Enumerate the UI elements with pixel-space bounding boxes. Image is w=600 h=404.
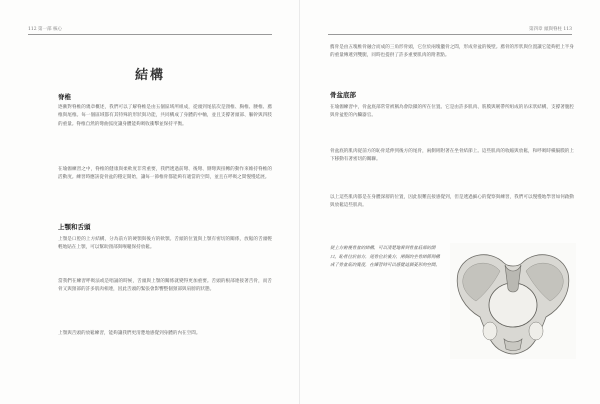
chapter-title: 結構 xyxy=(134,68,165,83)
figure-caption: 從上方俯視骨盆的結構，可以清楚地看到骨盆底部的開口。恥骨位於前方，尾骨位於後方，兩側的坐骨結節則構成了骨盆底的寬度，在練習時可以感覺這個菱形的空間。 xyxy=(330,246,440,269)
pelvic-paragraph-3: 以上這些肌肉都是在身體深層的位置，因此很難直接感覺到，但是透過細心的覺察與練習，我們可以慢慢地學習如何啟動與放鬆這些肌肉。 xyxy=(330,195,574,209)
right-obturator-foramen xyxy=(529,322,543,340)
section-heading-spine: 脊椎 xyxy=(58,93,71,101)
pelvic-paragraph-2: 骨盆底的肌肉從前方的恥骨延伸到後方的尾骨，兩側則附著在坐骨結節上。這些肌肉的收縮與放鬆，和呼吸時橫膈膜的上下移動有著密切的關聯。 xyxy=(330,149,574,163)
right-running-header: 第四章 頭與脊柱 113 xyxy=(529,27,572,32)
palate-paragraph-3: 上顎與舌頭的放鬆練習，能夠讓我們更清楚地感覺到身體的內在空間。 xyxy=(58,331,201,336)
left-running-header: 112 第一部 核心 xyxy=(28,27,62,32)
left-header-rule xyxy=(28,34,272,35)
palate-paragraph-2: 當我們在練習呼吸法或是唱誦的時候，舌頭與上顎的關係就變得更加重要。舌頭的根部連接著舌骨，而舌骨又與頸部的許多肌肉相連，因此舌頭的緊張會影響整個頸部與肩膀的狀態。 xyxy=(58,279,272,293)
pelvis-illustration xyxy=(450,243,576,359)
section-heading-palate: 上顎和舌頭 xyxy=(58,223,91,231)
intro-paragraph: 薦骨是由五塊椎骨融合而成的三角形骨頭，它位於兩塊髖骨之間，形成骨盆的後壁。薦骨的形狀與位置讓它能夠把上半身的重量傳遞到雙腿，同時也提供了許多重要肌肉的附著點。 xyxy=(330,45,574,59)
right-page xyxy=(300,0,600,404)
spine-paragraph-2: 在瑜伽練習之中，脊椎的健康與柔軟度非常重要，我們透過前彎、後彎、側彎與扭轉的動作來維持脊椎的活動度。練習時應該從骨盆的穩定開始，讓每一節椎骨都能夠有適當的空間，並且在呼吸之間慢慢延展。 xyxy=(58,167,272,181)
left-obturator-foramen xyxy=(483,322,497,340)
pelvic-paragraph-1: 在瑜伽練習中，骨盆底部常常被稱為會陰鎖的所在位置。它是由許多肌肉、筋膜與韌帶所組成的吊床狀結構，支撐著腹腔與骨盆腔的內臟器官。 xyxy=(330,105,574,119)
section-heading-pelvic-floor: 骨盆底部 xyxy=(330,91,356,99)
palate-paragraph-1: 上顎是口腔的上方結構，分為前方的硬顎與後方的軟顎。舌頭的位置與上顎有密切的關係，放鬆的舌頭輕輕地貼在上顎，可以幫助頸部與喉嚨保持放鬆。 xyxy=(58,237,272,251)
spine-paragraph-1: 逐漸對脊椎的幾章概述，我們可以了解脊椎是由五個區域所組成，從頭到尾依次是頸椎、胸椎、腰椎、薦椎與尾椎。每一個區域都有其特殊的形狀與功能，共同構成了身體的中軸，並且支撐著頭部、軀幹與四肢的重量。脊椎自然的彎曲弧度讓身體能夠吸收衝擊並保持平衡。 xyxy=(58,105,272,127)
right-header-rule xyxy=(328,34,572,35)
